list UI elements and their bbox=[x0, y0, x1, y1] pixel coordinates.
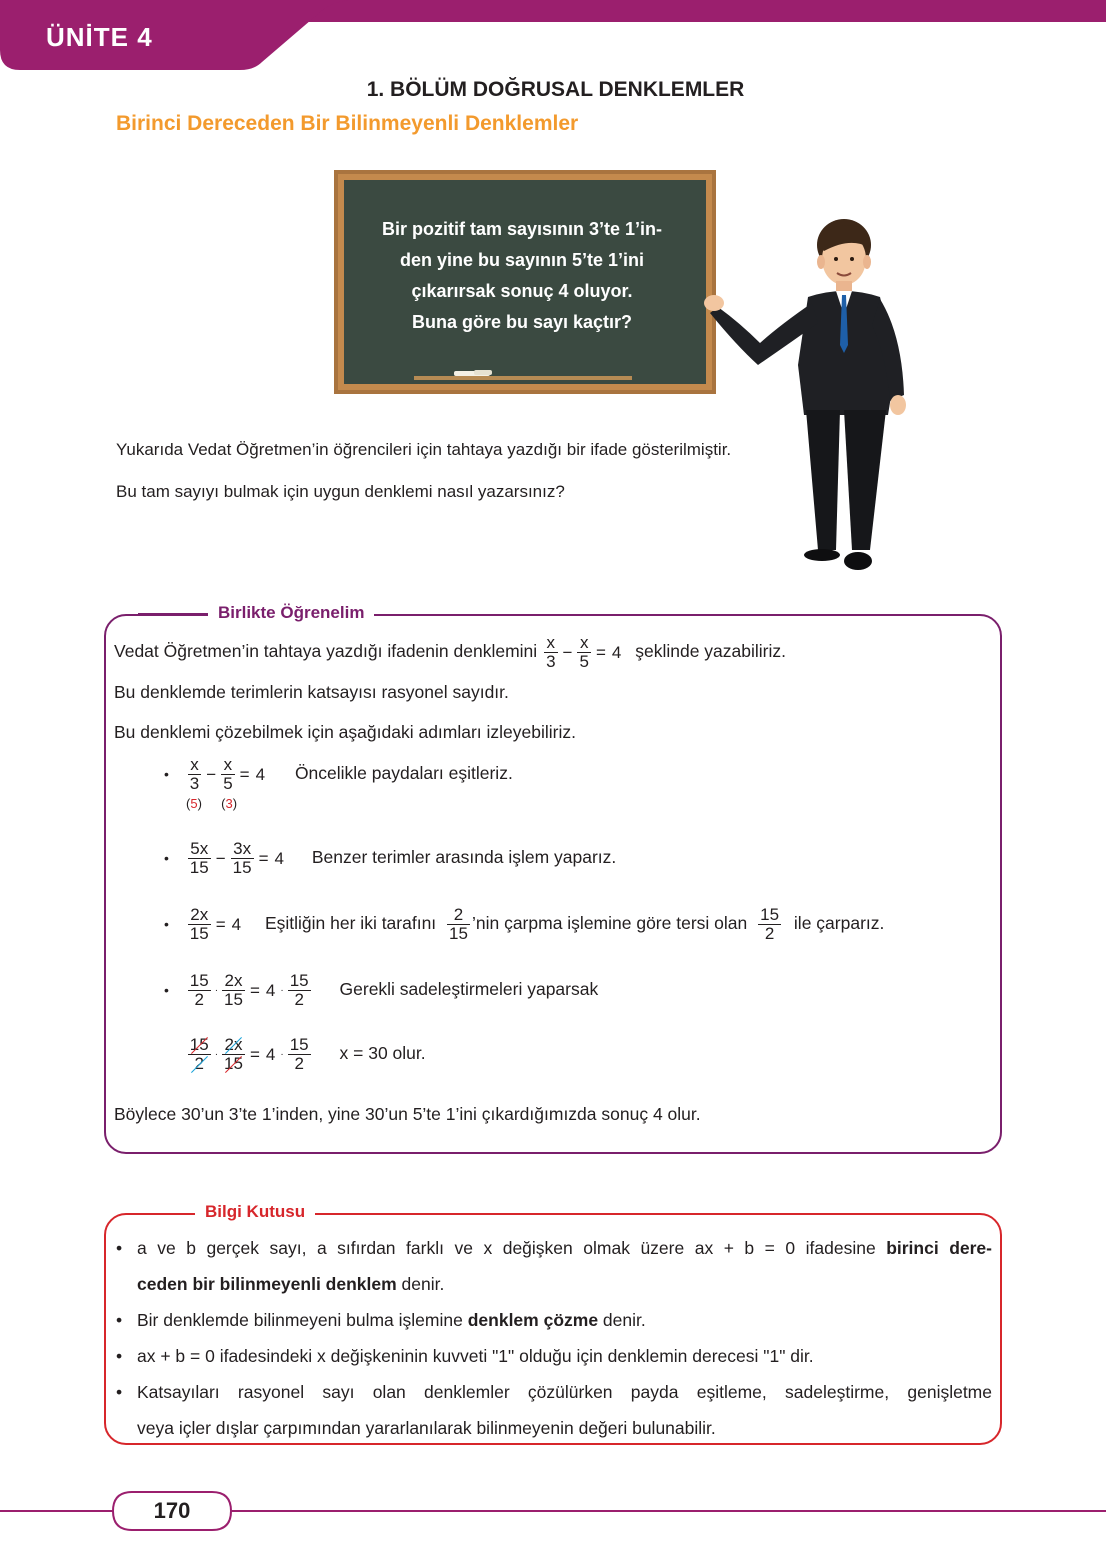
learn-paragraph-1: Vedat Öğretmen’in tahtaya yazdığı ifadenin denklemini $\frac{x}{3}$ − $\frac{x}{5}$ = 4 şeklinde yazabiliriz. bbox=[114, 633, 786, 671]
fraction-15-over-2: $\frac{15}{2}$ bbox=[289, 971, 309, 1009]
info-item-2: • Bir denklemde bilinmeyeni bulma işlemine denklem çözme denir. bbox=[116, 1302, 992, 1338]
info-list bbox=[116, 1230, 992, 1446]
learn-paragraph-2: Bu denklemde terimlerin katsayısı rasyonel sayıdır. bbox=[114, 682, 509, 702]
fraction-x-over-3: $\frac{x}{3}$ bbox=[546, 633, 556, 671]
fraction-x-over-5: $\frac{x}{5}$ bbox=[579, 633, 589, 671]
fraction-2x-over-15: $\frac{2x}{15}$ bbox=[189, 905, 209, 943]
chalkboard-line: Bir pozitif tam sayısının 3’te 1’in- bbox=[381, 219, 663, 239]
chalkboard-text bbox=[354, 214, 690, 338]
step-1: • $\frac{x}{3}$ − $\frac{x}{5}$ = 4 Öncelikle paydaları eşitleriz. bbox=[164, 755, 513, 793]
step-2: • $\frac{5x}{15}$ − $\frac{3x}{15}$ = 4 Benzer terimler arasında işlem yaparız. bbox=[164, 839, 617, 877]
unit-label: ÜNİTE 4 bbox=[46, 22, 153, 52]
intro-line-1: Yukarıda Vedat Öğretmen’in öğrencileri için tahtaya yazdığı bir ifade gösterilmiştir. bbox=[116, 440, 732, 459]
info-item-3: • ax + b = 0 ifadesindeki x değişkeninin kuvveti "1" olduğu için denklemin derecesi "1" dir. bbox=[116, 1338, 992, 1374]
chalkboard-line: den yine bu sayının 5’te 1’ini bbox=[399, 250, 645, 270]
learn-box-title: Birlikte Öğrenelim bbox=[208, 603, 374, 623]
fraction-2-over-15: $\frac{2}{15}$ bbox=[449, 905, 468, 943]
learn-conclusion: Böylece 30’un 3’te 1’inden, yine 30’un 5’te 1’ini çıkardığımızda sonuç 4 olur. bbox=[114, 1104, 701, 1124]
expansion-note: (5) (3) bbox=[186, 796, 238, 811]
learn-paragraph-3: Bu denklemi çözebilmek için aşağıdaki adımları izleyebiliriz. bbox=[114, 722, 576, 742]
fraction-15-over-2-cancelled: $\frac{15}{2}$ bbox=[189, 1035, 209, 1073]
intro-line-2: Bu tam sayıyı bulmak için uygun denklemi nasıl yazarsınız? bbox=[116, 482, 565, 501]
fraction-2x-over-15-cancelled: $\frac{2x}{15}$ bbox=[224, 1035, 243, 1073]
info-item-1-cont: ceden bir bilinmeyenli denklem denir. bbox=[137, 1274, 445, 1294]
fraction-2x-over-15: $\frac{2x}{15}$ bbox=[224, 971, 243, 1009]
info-item-4-cont: veya içler dışlar çarpımından yararlanılarak bilinmeyenin değeri bulunabilir. bbox=[137, 1418, 716, 1438]
info-item-4: • Katsayıları rasyonel sayı olan denklemler çözülürken payda eşitleme, sadeleştirme, genişletme bbox=[116, 1374, 992, 1410]
step-4: • $\frac{15}{2}$ · $\frac{2x}{15}$ = 4 · $\frac{15}{2}$ Gerekli sadeleştirmeleri yaparsak bbox=[164, 971, 599, 1009]
fraction-5x-over-15: $\frac{5x}{15}$ bbox=[189, 839, 209, 877]
section-title: 1. BÖLÜM DOĞRUSAL DENKLEMLER bbox=[366, 78, 745, 101]
fraction-x-over-5: $\frac{x}{5}$ bbox=[223, 755, 233, 793]
chalkboard-line: çıkarırsak sonuç 4 oluyor. bbox=[411, 281, 633, 301]
fraction-15-over-2: $\frac{15}{2}$ bbox=[760, 905, 780, 943]
fraction-15-over-2: $\frac{15}{2}$ bbox=[189, 971, 209, 1009]
info-item-1: • a ve b gerçek sayı, a sıfırdan farklı ve x değişken olmak üzere ax + b = 0 ifadesine birinci dere- bbox=[116, 1230, 992, 1266]
info-box-title: Bilgi Kutusu bbox=[195, 1202, 315, 1222]
step-3: • $\frac{2x}{15}$ = 4 Eşitliğin her iki tarafını $\frac{2}{15}$ ’nin çarpma işlemine göre tersi olan $\frac{15}{2}$ ile çarparız. bbox=[164, 905, 885, 943]
chalkboard-line: Buna göre bu sayı kaçtır? bbox=[411, 312, 633, 332]
fraction-x-over-3: $\frac{x}{3}$ bbox=[189, 755, 200, 793]
subtitle: Birinci Dereceden Bir Bilinmeyenli Denklemler bbox=[116, 112, 579, 135]
fraction-3x-over-15: $\frac{3x}{15}$ bbox=[232, 839, 252, 877]
teacher-illustration bbox=[700, 205, 930, 575]
step-5: $\frac{15}{2}$ · $\frac{2x}{15}$ = 4 · $\frac{15}{2}$ x = 30 olur. bbox=[189, 1035, 426, 1073]
page-number: 170 bbox=[153, 1498, 191, 1523]
fraction-15-over-2: $\frac{15}{2}$ bbox=[289, 1035, 309, 1073]
